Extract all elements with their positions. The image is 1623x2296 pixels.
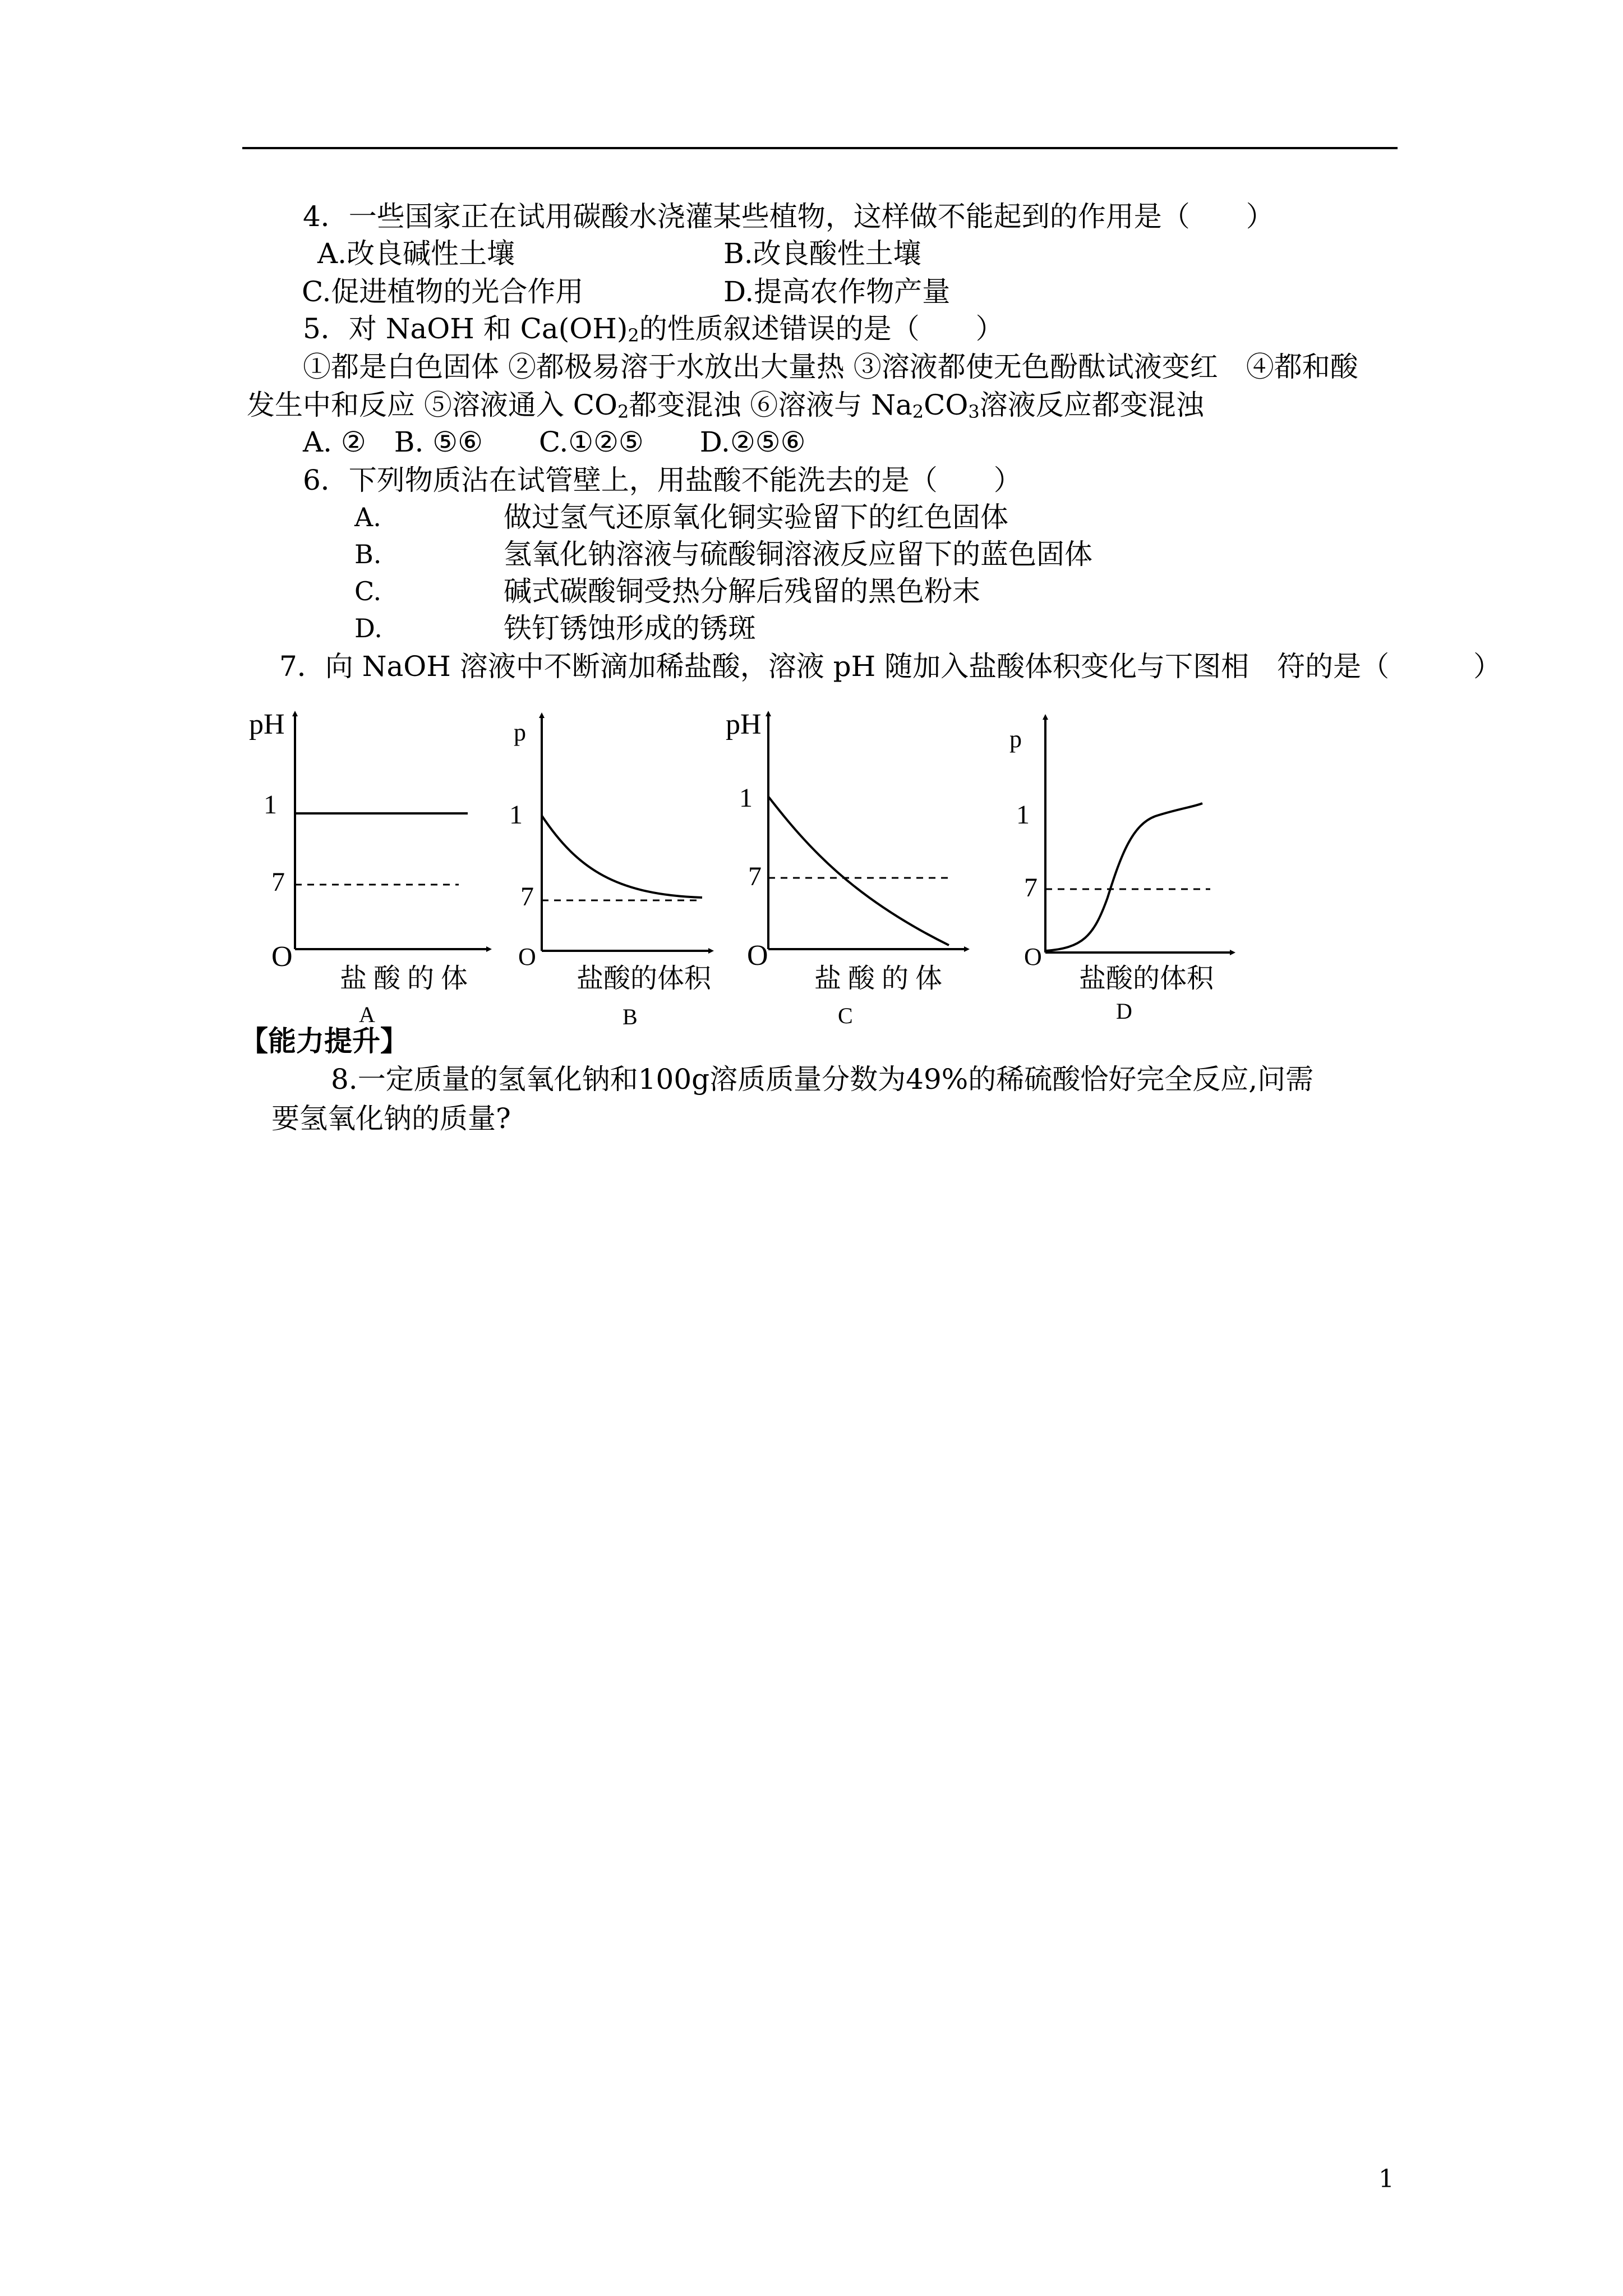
q6-option-c-letter: C. [354, 576, 382, 606]
q5-options: A. ② B. ⑤⑥ C.①②⑤ D.②⑤⑥ [303, 426, 806, 458]
graph-d-curve [1045, 803, 1202, 951]
graph-b-curve [542, 816, 702, 898]
graph-d-letter: D [1116, 999, 1132, 1024]
q5-stem [303, 312, 1004, 346]
q5-line2-sub2: 2 [912, 401, 924, 422]
q6-option-d-text: 铁钉锈蚀形成的锈斑 [504, 612, 756, 645]
graph-c-curve [768, 797, 949, 945]
graph-b-tick-top: 1 [509, 800, 523, 830]
graph-c-origin: O [747, 940, 768, 972]
graph-a-tick-7: 7 [271, 867, 285, 897]
q8-line2: 要氢氧化钠的质量? [271, 1102, 511, 1135]
q6-stem: 6．下列物质沾在试管壁上，用盐酸不能洗去的是（ ） [303, 464, 1022, 496]
graph-c-ylabel: pH [726, 708, 762, 740]
q5-stem-subscript: 2 [628, 325, 639, 346]
q5-statements-line1: ①都是白色固体 ②都极易溶于水放出大量热 ③溶液都使无色酚酞试液变红 ④都和酸 [303, 351, 1358, 383]
graph-b-letter: B [623, 1004, 638, 1029]
graph-a [295, 714, 489, 949]
section-heading: 【能力提升】 [240, 1025, 408, 1057]
graph-b-ylabel: p [514, 719, 526, 746]
graph-d [1045, 717, 1233, 953]
q8-line1: 8.一定质量的氢氧化钠和100g溶质质量分数为49%的稀硫酸恰好完全反应,问需 [331, 1063, 1314, 1096]
graph-a-ylabel: pH [249, 708, 285, 740]
graph-d-origin: O [1024, 943, 1042, 970]
q5-stem-tail: 的性质叙述错误的是（ ） [639, 312, 1004, 345]
graph-c-tick-7: 7 [748, 862, 762, 891]
q6-option-a-text: 做过氢气还原氧化铜实验留下的红色固体 [504, 501, 1008, 533]
q6-option-b-letter: B. [354, 539, 382, 569]
graph-a-origin: O [271, 941, 293, 973]
q4-option-d: D.提高农作物产量 [723, 275, 951, 308]
ph-graphs [0, 684, 1623, 1043]
q6-option-b-text: 氢氧化钠溶液与硫酸铜溶液反应留下的蓝色固体 [504, 538, 1092, 570]
q5-line2-sub1: 2 [617, 401, 629, 422]
graph-d-tick-top: 1 [1016, 800, 1030, 830]
graph-c-xlabel: 盐 酸 的 体 [814, 964, 943, 993]
graph-b-xlabel: 盐酸的体积 [577, 964, 712, 993]
q5-statements-line2 [247, 388, 1204, 422]
graph-c-letter: C [838, 1003, 853, 1028]
q4-stem: 4．一些国家正在试用碳酸水浇灌某些植物，这样做不能起到的作用是（ ） [303, 200, 1274, 233]
q5-line2-part-d: 溶液反应都变混浊 [979, 389, 1204, 421]
graph-b-origin: O [518, 943, 536, 970]
q5-line2-part-a: 发生中和反应 ⑤溶液通入 CO [247, 389, 618, 421]
q5-line2-part-c: CO [924, 389, 969, 421]
graph-a-letter: A [359, 1002, 375, 1027]
q7-stem: 7．向 NaOH 溶液中不断滴加稀盐酸，溶液 pH 随加入盐酸体积变化与下图相 符的是（ ） [279, 650, 1502, 683]
graph-d-ylabel: p [1009, 725, 1022, 753]
graph-d-xlabel: 盐酸的体积 [1079, 964, 1214, 993]
q6-option-c-text: 碱式碳酸铜受热分解后残留的黑色粉末 [504, 575, 980, 608]
q4-option-b: B.改良酸性土壤 [723, 237, 921, 270]
graph-d-tick-7: 7 [1024, 873, 1038, 903]
page-number: 1 [1378, 2165, 1394, 2193]
graph-b [542, 715, 711, 951]
graph-c-tick-top: 1 [739, 783, 753, 813]
q6-option-d-letter: D. [354, 613, 382, 643]
q5-line2-part-b: 都变混浊 ⑥溶液与 Na [629, 389, 912, 421]
q4-option-a: A.改良碱性土壤 [317, 237, 515, 270]
graph-c [768, 714, 967, 949]
q5-stem-text: 5．对 NaOH 和 Ca(OH) [303, 312, 628, 345]
header-rule [242, 147, 1398, 149]
graph-b-tick-7: 7 [520, 882, 534, 912]
q4-option-c: C.促进植物的光合作用 [302, 275, 584, 308]
q6-option-a-letter: A. [354, 502, 381, 532]
q5-line2-sub3: 3 [968, 401, 980, 422]
graph-a-tick-top: 1 [264, 790, 277, 820]
graph-a-xlabel: 盐 酸 的 体 [340, 964, 468, 993]
